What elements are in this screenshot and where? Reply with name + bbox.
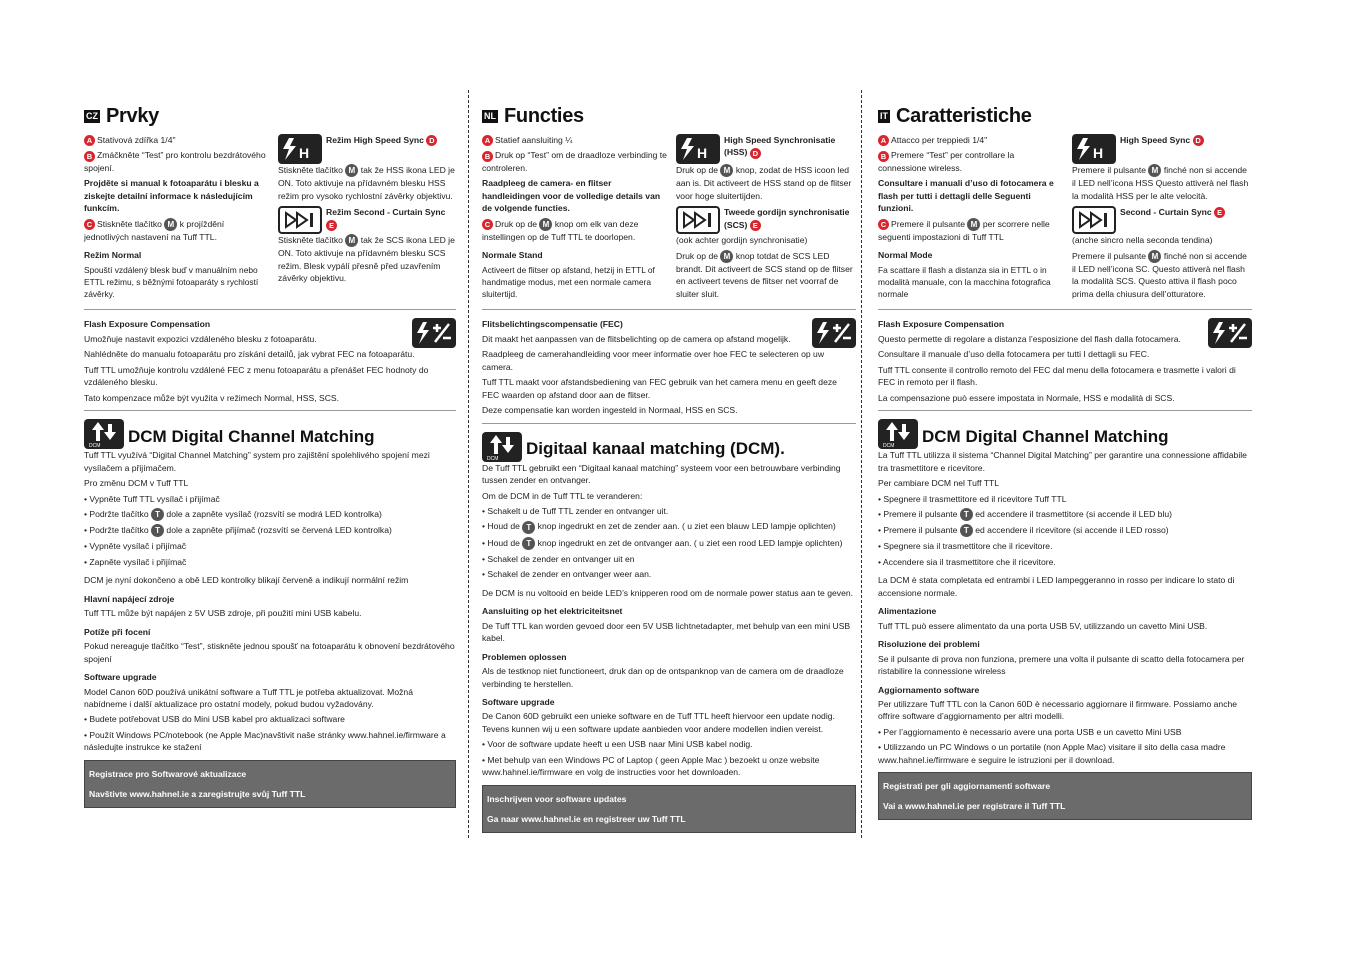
divider (84, 309, 456, 310)
trouble-text: Als de testknop niet functioneert, druk dan op de ontspanknop van de camera om de draadloze verbinding te herstellen. (482, 666, 844, 689)
feature-c-text-pre: Stiskněte tlačítko (97, 218, 162, 229)
scs-subtitle: (ook achter gordijn synchronisatie) (676, 235, 808, 246)
feature-c-text-post: k projíždění jednotlivých nastavení na Tuff TTL. (84, 218, 225, 242)
power-text: Tuff TTL può essere alimentato da una porta USB 5V, utilizzando un cavetto Mini USB. (878, 620, 1208, 631)
m-button-icon: M (720, 164, 733, 177)
feature-b-text: Druk op “Test” om de draadloze verbinding te controleren. (482, 150, 667, 173)
dcm-intro: La Tuff TTL utilizza il sistema “Channel Digital Matching” per garantire una connessione affidabile tra trasmettitore e ricevitore. (878, 450, 1247, 473)
hss-text-pre: Premere il pulsante (1072, 165, 1147, 175)
fec-paragraph: Nahlédněte do manualu fotoaparátu pro získání detailů, jak vybrat FEC na fotoaparátu. (84, 349, 415, 360)
normal-heading: Normale Stand (482, 250, 543, 261)
dcm-done: DCM je nyní dokončeno a obě LED kontrolky blikají červeně a indikují normální režim (84, 575, 409, 586)
fec-paragraph: Raadpleeg de camerahandleiding voor meer informatie over hoe FEC te selecteren op uw camera. (482, 349, 825, 372)
features-block (84, 134, 456, 303)
feature-c-text-pre: Premere il pulsante (891, 218, 966, 229)
features-left (84, 134, 270, 303)
registration-box (84, 760, 456, 808)
software-step: • Utilizzando un PC Windows o un portatile (non Apple Mac) visitare il sito della casa madre www.hahnel.ie/firmware e seguire le istruzioni per il download. (878, 742, 1226, 765)
normal-heading: Režim Normal (84, 250, 142, 261)
hss-text-post: tak že HSS ikona LED je ON. Toto aktivuje na přídavném blesku HSS režim pro vysoko rychlostní závěrky objektivu. (278, 165, 455, 201)
hss-text-post: knop, zodat de HSS icoon led aan is. Dit activeert de HSS stand op de flitser voor hoge sluitertijden. (676, 165, 852, 201)
language-code: CZ (86, 111, 98, 121)
software-heading: Software upgrade (482, 696, 555, 707)
scs-subtitle: (anche sincro nella seconda tendina) (1072, 235, 1213, 246)
scs-text-pre: Stiskněte tlačítko (278, 235, 343, 246)
dcm-step-post: dole a zapněte přijímač (rozsvítí se červená LED kontrolka) (166, 525, 392, 536)
registration-title: Registrati per gli aggiornamenti software (883, 781, 1051, 792)
dcm-header (84, 419, 456, 449)
badge-d: D (426, 135, 437, 146)
fec-section (482, 318, 856, 416)
hss-text-pre: Stiskněte tlačítko (278, 165, 343, 175)
scs-icon (278, 206, 322, 234)
divider (878, 309, 1252, 310)
fec-paragraph: La compensazione può essere impostata in Normale, HSS e modalità di SCS. (878, 392, 1175, 403)
fec-heading: Flitsbelichtingscompensatie (FEC) (482, 319, 623, 330)
feature-a-text: Stativová zdířka 1/4" (97, 135, 176, 145)
dcm-icon (878, 419, 918, 449)
hss-title: High Speed Synchronisatie (HSS) (724, 135, 836, 158)
feature-c-text-post: knop om elk van deze instellingen op de Tuff TTL te doorlopen. (482, 218, 639, 242)
fec-icon (812, 318, 856, 348)
dcm-step-post: dole a zapněte vysílač (rozsvítí se modrá LED kontrolka) (166, 508, 382, 519)
badge-c: C (482, 219, 493, 230)
m-button-icon: M (967, 218, 980, 231)
column-divider (468, 90, 470, 838)
power-text: Tuff TTL může být napájen z 5V USB zdroje, při použití mini USB kabelu. (84, 608, 362, 619)
badge-e: E (750, 220, 761, 231)
hss-icon (1072, 134, 1116, 164)
t-button-icon: T (151, 508, 164, 521)
fec-icon (1208, 318, 1252, 348)
scs-text-post: tak že SCS ikona LED je ON. Toto aktivuje na přídavném blesku SCS režim. Blesk vypálí přesně před uzavřením závěrky objektivu. (278, 235, 455, 284)
fec-section (878, 318, 1252, 404)
dcm-step-post: knop ingedrukt en zet de zender aan. ( u ziet een blauw LED lampje oplichten) (537, 521, 836, 532)
badge-a: A (84, 135, 95, 146)
feature-b-text: Premere “Test” per controllare la connessione wireless. (878, 150, 1015, 173)
svg-text:H: H (697, 145, 708, 161)
page-title: Functies (504, 105, 584, 127)
hss-icon (676, 134, 720, 164)
badge-e: E (326, 220, 337, 231)
language-code: NL (484, 111, 496, 121)
fec-section (84, 318, 456, 404)
column-nl (482, 92, 856, 833)
software-step: • Budete potřebovat USB do Mini USB kabel pro aktualizaci software (84, 714, 345, 725)
page-title: Prvky (106, 105, 159, 127)
fec-paragraph: Tuff TTL consente il controllo remoto del FEC dal menu della fotocamera e trasmette i valori di FEC in remoto per il flash. (878, 364, 1236, 388)
svg-text:DCM: DCM (89, 443, 101, 449)
fec-icon (412, 318, 456, 348)
dcm-step: • Zapněte vysílač i přijímač (84, 556, 187, 567)
divider (482, 423, 856, 424)
registration-link-text[interactable]: Vai a www.hahnel.ie per registrare il Tuff TTL (883, 801, 1066, 812)
features-right (1072, 134, 1252, 303)
dcm-change: Pro změnu DCM v Tuff TTL (84, 478, 189, 489)
badge-c: C (878, 219, 889, 230)
dcm-step-pre: • Houd de (482, 521, 520, 532)
software-heading: Software upgrade (84, 672, 157, 683)
m-button-icon: M (1148, 164, 1161, 177)
scs-icon (676, 206, 720, 234)
registration-link-text[interactable]: Ga naar www.hahnel.ie en registreer uw Tuff TTL (487, 813, 686, 824)
normal-text: Fa scattare il flash a distanza sia in ETTL o in modalità manuale, con la macchina fotografica normale (878, 264, 1051, 300)
hss-icon (278, 134, 322, 164)
dcm-title: DCM Digital Channel Matching (922, 426, 1169, 446)
manual-note: Projděte si manual k fotoaparátu i blesku a ziskejte detailní informace k následujícím funkcím. (84, 178, 259, 214)
divider (84, 410, 456, 411)
dcm-step-post: ed accendere il trasmettitore (si accende il LED blu) (975, 508, 1173, 519)
fec-heading: Flash Exposure Compensation (84, 319, 211, 330)
power-heading: Aansluiting op het elektriciteitsnet (482, 606, 623, 617)
dcm-step-pre: • Houd de (482, 537, 520, 548)
svg-text:DCM: DCM (487, 455, 499, 461)
svg-text:DCM: DCM (883, 443, 895, 449)
badge-b: B (84, 151, 95, 162)
dcm-step: • Schakelt u de Tuff TTL zender en ontvanger uit. (482, 505, 669, 516)
dcm-step-post: ed accendere il ricevitore (si accende il LED rosso) (975, 525, 1169, 536)
section-header (878, 102, 1252, 131)
divider (482, 309, 856, 310)
m-button-icon: M (1148, 250, 1161, 263)
feature-a-text: Attacco per treppiedi 1/4" (891, 135, 988, 145)
fec-paragraph: Dit maakt het aanpassen van de flitsbelichting op de camera op afstand mogelijk. (482, 333, 791, 344)
language-code: IT (880, 111, 888, 121)
dcm-step-pre: • Podržte tlačítko (84, 508, 149, 519)
features-block (482, 134, 856, 303)
trouble-text: Se il pulsante di prova non funziona, premere una volta il pulsante di scatto della fotocamera per ristabilire la connessione wireless (878, 653, 1245, 677)
fec-paragraph: Umožňuje nastavit expozici vzdáleného blesku z fotoaparátu. (84, 333, 317, 344)
hss-title: High Speed Sync (1120, 135, 1191, 145)
feature-b-text: Zmáčkněte “Test” pro kontrolu bezdrátového spojení. (84, 150, 266, 173)
scs-title: Tweede gordijn synchronisatie (SCS) (724, 207, 850, 230)
registration-link-text[interactable]: Navštivte www.hahnel.ie a zaregistrujte svůj Tuff TTL (89, 788, 306, 799)
dcm-icon (84, 419, 124, 449)
dcm-header (878, 419, 1252, 449)
registration-title: Registrace pro Softwarové aktualizace (89, 768, 247, 779)
m-button-icon: M (164, 218, 177, 231)
manual-note: Raadpleeg de camera- en flitser handleidingen voor de volledige details van de volgende functies. (482, 178, 661, 214)
fec-paragraph: Tato kompenzace může být využita v režimech Normal, HSS, SCS. (84, 392, 340, 403)
scs-title: Režim Second - Curtain Sync (326, 207, 446, 218)
power-heading: Alimentazione (878, 606, 937, 617)
registration-title: Inschrijven voor software updates (487, 793, 627, 804)
m-button-icon: M (539, 218, 552, 231)
badge-c: C (84, 219, 95, 230)
column-it (878, 92, 1252, 820)
t-button-icon: T (960, 524, 973, 537)
fec-paragraph: Questo permette di regolare a distanza l’esposizione del flash dalla fotocamera. (878, 333, 1181, 344)
features-left (482, 134, 668, 303)
hss-text-pre: Druk op de (676, 165, 719, 175)
software-text: Per utilizzare Tuff TTL con la Canon 60D è necessario aggiornare il firmware. Possiamo anche offrire software d’aggiornamento per altri modelli. (878, 698, 1238, 722)
features-right (278, 134, 456, 303)
t-button-icon: T (151, 524, 164, 537)
registration-box (482, 785, 856, 833)
dcm-icon (482, 432, 522, 462)
dcm-step: • Vypněte vysílač i přijímač (84, 541, 187, 552)
manual-note: Consultare i manuali d’uso di fotocamera e flash per tutti i dettagli delle Seguenti funzioni. (878, 178, 1054, 214)
page-title: Caratteristiche (896, 105, 1032, 127)
fec-paragraph: Deze compensatie kan worden ingesteld in Normaal, HSS en SCS. (482, 405, 738, 416)
dcm-title: DCM Digital Channel Matching (128, 426, 375, 446)
features-right (676, 134, 856, 303)
feature-c-text-post: per scorrere nelle seguenti impostazioni di Tuff TTL (878, 218, 1050, 242)
m-button-icon: M (345, 164, 358, 177)
m-button-icon: M (345, 234, 358, 247)
t-button-icon: T (522, 521, 535, 534)
normal-text: Spouští vzdálený blesk buď v manuálním nebo ETTL režimu, s běžnými fotoaparáty s rychlostí závěrky. (84, 264, 259, 300)
features-block (878, 134, 1252, 303)
svg-text:H: H (299, 145, 310, 161)
trouble-heading: Problemen oplossen (482, 651, 567, 662)
feature-a-text: Statief aansluiting ¼ (495, 135, 573, 145)
dcm-step: • Spegnere il trasmettitore ed il ricevitore Tuff TTL (878, 493, 1067, 504)
badge-a: A (482, 135, 493, 146)
dcm-header (482, 432, 856, 462)
dcm-change: Om de DCM in de Tuff TTL te veranderen: (482, 490, 643, 501)
dcm-step: • Accendere sia il trasmettitore che il ricevitore. (878, 556, 1056, 567)
badge-b: B (482, 151, 493, 162)
fec-paragraph: Consultare il manuale d’uso della fotocamera per tutti I dettagli su FEC. (878, 349, 1150, 360)
dcm-step-pre: • Podržte tlačítko (84, 525, 149, 536)
features-left (878, 134, 1064, 303)
dcm-intro: Tuff TTL využívá “Digital Channel Matching” system pro zajištění spolehlivého spojení mezi vysílačem a přijímačem. (84, 450, 430, 473)
dcm-step-pre: • Premere il pulsante (878, 525, 958, 536)
power-heading: Hlavní napájecí zdroje (84, 593, 175, 604)
dcm-done: De DCM is nu voltooid en beide LED’s knipperen rood om de normale power status aan te geven. (482, 587, 854, 598)
scs-text-pre: Druk op de (676, 250, 719, 261)
dcm-intro: De Tuff TTL gebruikt een “Digitaal kanaal matching” systeem voor een betrouwbare verbinding tussen zender en ontvanger. (482, 462, 841, 486)
t-button-icon: T (960, 508, 973, 521)
normal-heading: Normal Mode (878, 250, 933, 261)
column-divider (861, 90, 863, 838)
svg-text:H: H (1093, 145, 1104, 161)
software-step: • Voor de software update heeft u een USB naar Mini USB kabel nodig. (482, 739, 753, 750)
badge-b: B (878, 151, 889, 162)
scs-title: Second - Curtain Sync (1120, 207, 1212, 218)
dcm-change: Per cambiare DCM nel Tuff TTL (878, 478, 999, 489)
dcm-step-post: knop ingedrukt en zet de ontvanger aan. ( u ziet een rood LED lampje oplichten) (537, 537, 843, 548)
scs-text-post: knop totdat de SCS LED brandt. Dit activeert de SCS stand op de flitser en activeert tevens de flitser net voorraf de sluiter sluit. (676, 250, 853, 299)
t-button-icon: T (522, 537, 535, 550)
trouble-heading: Potíže při focení (84, 626, 151, 637)
dcm-step: • Spegnere sia il trasmettitore che il ricevitore. (878, 541, 1053, 552)
badge-e: E (1214, 207, 1225, 218)
badge-d: D (750, 148, 761, 159)
scs-text-post: finché non si accende il LED nell’icona SC. Questo attiverà nel flash la modalità SCS. Questo attiva il flash poco prima della chiusura dell’otturatore. (1072, 250, 1247, 299)
software-text: Model Canon 60D používá unikátní software a Tuff TTL je potřeba aktualizovat. Možná nabídneme i další aktualizace pro ostatní modely, pokud budou vyžadovány. (84, 686, 413, 709)
trouble-text: Pokud nereaguje tlačítko “Test”, stiskněte jednou spoušť na fotoaparátu k obnovení bezdrátového spojení (84, 641, 455, 664)
divider (878, 410, 1252, 411)
badge-a: A (878, 135, 889, 146)
dcm-step-pre: • Premere il pulsante (878, 508, 958, 519)
dcm-step: • Vypněte Tuff TTL vysílač i přijímač (84, 493, 220, 504)
software-step: • Per l’aggiornamento è necessario avere una porta USB e un cavetto Mini USB (878, 726, 1182, 737)
registration-box (878, 772, 1252, 820)
software-step: • Met behulp van een Windows PC of Laptop ( geen Apple Mac ) bezoekt u onze website www.hahnel.ie/firmware en volg de instructies voor het downloaden. (482, 754, 820, 778)
section-header (482, 102, 856, 131)
normal-text: Activeert de flitser op afstand, hetzij in ETTL of handmatige modus, met een normale camera sluitertijd. (482, 264, 655, 300)
badge-d: D (1193, 135, 1204, 146)
feature-c-text-pre: Druk op de (495, 218, 538, 229)
hss-title: Režim High Speed Sync (326, 135, 424, 145)
trouble-heading: Risoluzione dei problemi (878, 639, 980, 650)
dcm-done: La DCM è stata completata ed entrambi i LED lampeggeranno in rosso per indicare lo stato di accensione normale. (878, 575, 1235, 598)
column-cz (84, 92, 456, 808)
power-text: De Tuff TTL kan worden gevoed door een 5V USB lichtnetadapter, met behulp van een mini USB kabel. (482, 620, 851, 644)
fec-heading: Flash Exposure Compensation (878, 319, 1005, 330)
section-header (84, 102, 456, 131)
scs-icon (1072, 206, 1116, 234)
software-text: De Canon 60D gebruikt een unieke software en de Tuff TTL heeft hiervoor een update nodig. Tevens kunnen wij u een software update aanbieden voor andere modellen indien vereist. (482, 711, 835, 734)
hss-text-post: finché non si accende il LED nell’icona HSS Questo attiverà nel flash la modalità HSS per le alte velocità. (1072, 165, 1249, 201)
dcm-step: • Schakel de zender en ontvanger uit en (482, 553, 635, 564)
dcm-step: • Schakel de zender en ontvanger weer aan. (482, 569, 652, 580)
software-step: • Použít Windows PC/notebook (ne Apple Mac)navštivit naše stránky www.hahnel.ie/firmware a následujte instrukce ke stažení (84, 729, 446, 753)
scs-text-pre: Premere il pulsante (1072, 250, 1147, 261)
dcm-title: Digitaal kanaal matching (DCM). (526, 438, 785, 458)
m-button-icon: M (720, 250, 733, 263)
fec-paragraph: Tuff TTL maakt voor afstandsbediening van FEC gebruik van het camera menu en geeft deze FEC waarden op afstand door aan de flitser. (482, 377, 837, 400)
fec-paragraph: Tuff TTL umožňuje kontrolu vzdálené FEC z menu fotoaparátu a přenášet FEC hodnoty do vzdáleného blesku. (84, 364, 429, 388)
software-heading: Aggiornamento software (878, 684, 980, 695)
